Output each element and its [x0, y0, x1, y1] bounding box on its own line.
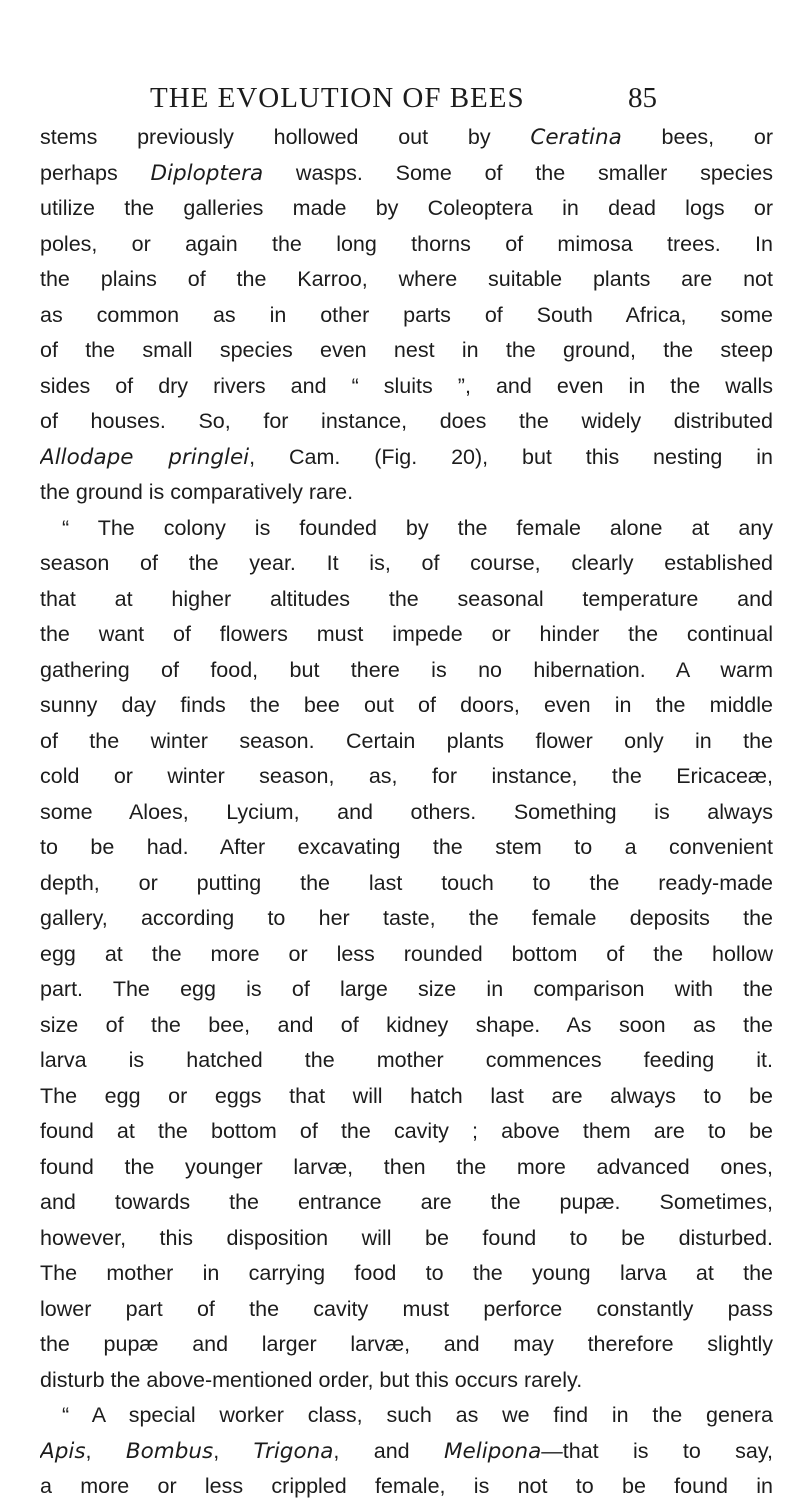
text-segment: The mother in carrying food to the young larva at the	[40, 1261, 773, 1285]
text-line	[40, 1363, 773, 1399]
text-segment: however, this disposition will be found to be disturbed.	[40, 1225, 773, 1250]
text-segment: as common as in other parts of South Africa, some	[40, 302, 773, 327]
text-segment: season of the year. It is, of course, clearly established	[40, 551, 773, 575]
text-line	[40, 511, 773, 547]
text-segment: , and	[333, 1438, 444, 1463]
text-segment: ,	[213, 1438, 254, 1463]
text-line	[40, 1434, 773, 1470]
text-line	[40, 298, 773, 334]
text-line	[40, 333, 773, 369]
text-segment: gathering of food, but there is no hibernation. A warm	[40, 657, 773, 682]
text-segment: wasps. Some of the smaller species	[263, 160, 773, 185]
text-line	[40, 582, 773, 618]
text-line	[40, 866, 773, 902]
text-line	[40, 617, 773, 653]
page-number: 85	[628, 82, 657, 114]
text-segment: “ The colony is founded by the female alone at any	[62, 515, 773, 540]
text-segment: disturb the above-mentioned order, but this occurs rarely.	[40, 1367, 583, 1392]
italic-term: Trigona	[253, 1438, 334, 1464]
text-segment: The egg or eggs that will hatch last are always to be	[40, 1083, 773, 1108]
text-segment: cold or winter season, as, for instance, the Ericaceæ,	[40, 764, 773, 788]
text-line	[40, 795, 773, 831]
text-line	[40, 1398, 773, 1434]
text-line	[40, 1469, 773, 1505]
text-segment: part. The egg is of large size in comparison with the	[40, 977, 773, 1001]
text-segment: larva is hatched the mother commences feeding it.	[40, 1048, 773, 1072]
text-line	[40, 369, 773, 405]
text-segment: of houses. So, for instance, does the widely distributed	[40, 409, 773, 433]
text-line	[40, 191, 773, 227]
italic-term: Ceratina	[530, 125, 622, 150]
text-line	[40, 475, 773, 511]
body-text	[40, 120, 773, 1505]
text-line	[40, 1221, 773, 1257]
text-line	[40, 759, 773, 795]
text-segment: the plains of the Karroo, where suitable plants are not	[40, 267, 773, 291]
text-segment: , Cam. (Fig. 20), but this nesting in	[249, 444, 773, 469]
text-line	[40, 227, 773, 263]
text-segment: sides of dry rivers and “ sluits ”, and even in the walls	[40, 373, 773, 398]
text-segment: bees, or	[621, 125, 773, 149]
text-segment: and towards the entrance are the pupæ. Sometimes,	[40, 1190, 773, 1214]
text-segment: egg at the more or less rounded bottom of the hollow	[40, 941, 773, 966]
text-line	[40, 1327, 773, 1363]
italic-term: Allodape pringlei	[40, 444, 250, 470]
text-segment: found at the bottom of the cavity ; above them are to be	[40, 1119, 773, 1143]
text-segment: the ground is comparatively rare.	[40, 480, 354, 504]
text-segment: a more or less crippled female, is not to be found in	[40, 1474, 773, 1498]
text-segment: of the winter season. Certain plants flower only in the	[40, 728, 773, 753]
text-segment: depth, or putting the last touch to the ready-made	[40, 870, 773, 895]
text-segment: utilize the galleries made by Coleoptera in dead logs or	[40, 196, 773, 220]
text-segment: gallery, according to her taste, the female deposits the	[40, 906, 773, 930]
text-segment: that at higher altitudes the seasonal temperature and	[40, 586, 773, 611]
text-segment: “ A special worker class, such as we find in the genera	[62, 1403, 773, 1427]
text-line	[40, 1114, 773, 1150]
text-line	[40, 937, 773, 973]
text-line	[40, 1043, 773, 1079]
italic-term: Melipona	[443, 1438, 542, 1464]
text-segment: —that is to say,	[541, 1438, 773, 1463]
text-segment: sunny day finds the bee out of doors, even in the middle	[40, 693, 773, 717]
text-segment: found the younger larvæ, then the more advanced ones,	[40, 1154, 773, 1179]
text-line	[40, 1185, 773, 1221]
text-line	[40, 653, 773, 689]
text-segment: some Aloes, Lycium, and others. Something is always	[40, 799, 773, 824]
text-line	[40, 262, 773, 298]
text-segment: to be had. After excavating the stem to a convenient	[40, 835, 773, 859]
text-line	[40, 830, 773, 866]
text-line	[40, 1008, 773, 1044]
text-segment: stems previously hollowed out by	[40, 125, 531, 149]
text-line	[40, 1150, 773, 1186]
text-line	[40, 546, 773, 582]
text-line	[40, 1292, 773, 1328]
text-segment: lower part of the cavity must perforce constantly pass	[40, 1296, 773, 1321]
text-line	[40, 1079, 773, 1115]
text-line	[40, 120, 773, 156]
text-line	[40, 440, 773, 476]
text-line	[40, 404, 773, 440]
text-segment: poles, or again the long thorns of mimosa trees. In	[40, 231, 773, 256]
text-segment: size of the bee, and of kidney shape. As soon as the	[40, 1012, 773, 1037]
italic-term: Apis	[40, 1438, 86, 1464]
text-segment: the pupæ and larger larvæ, and may therefore slightly	[40, 1332, 773, 1356]
text-segment: ,	[85, 1438, 126, 1463]
running-title: THE EVOLUTION OF BEES	[150, 82, 525, 114]
text-line	[40, 1256, 773, 1292]
text-line	[40, 688, 773, 724]
italic-term: Bombus	[125, 1438, 214, 1464]
text-line	[40, 156, 773, 192]
text-segment: the want of flowers must impede or hinder the continual	[40, 622, 773, 646]
text-segment: of the small species even nest in the ground, the steep	[40, 338, 773, 362]
text-line	[40, 724, 773, 760]
italic-term: Diploptera	[150, 160, 264, 186]
text-segment: perhaps	[40, 160, 151, 185]
text-line	[40, 901, 773, 937]
text-line	[40, 972, 773, 1008]
